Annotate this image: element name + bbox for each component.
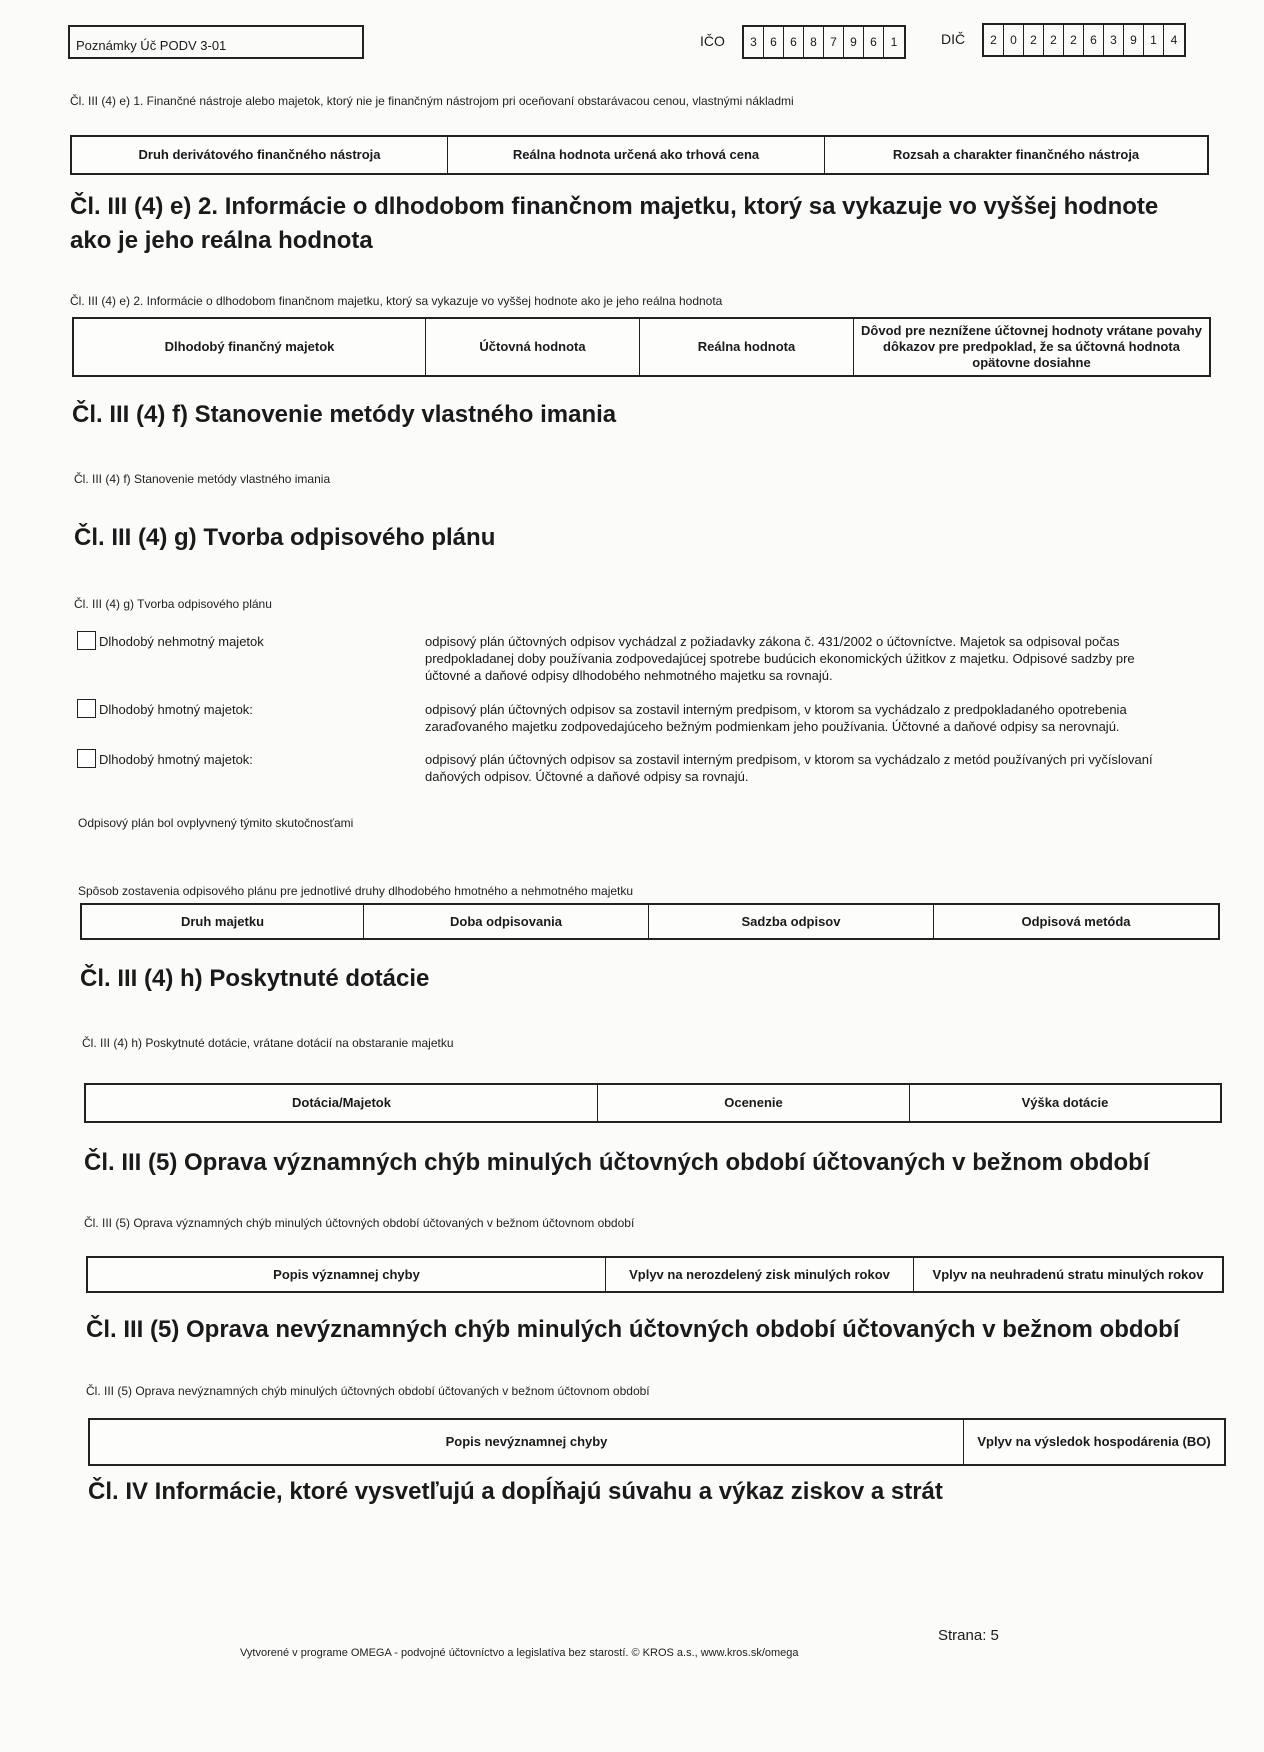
- dic-digit: 0: [1004, 25, 1024, 55]
- financial-assets-table-header: [72, 317, 1211, 377]
- ico-digit: 9: [844, 27, 864, 57]
- depreciation-description: odpisový plán účtovných odpisov vychádzal z požiadavky zákona č. 431/2002 o účtovníctve. Majetok sa odpisoval počas predpokladanej doby používania zodpovedajúcej spotrebe budúcich ekonomických úžitkov z majetku. Odpisové sadzby pre účtovné a daňové odpisy dlhodobého nehmotného majetku sa rovnajú.: [425, 634, 1135, 683]
- column-header: Sadzba odpisov: [649, 905, 934, 938]
- column-header: Druh derivátového finančného nástroja: [72, 137, 448, 173]
- checkbox-label: Dlhodobý hmotný majetok:: [99, 752, 253, 767]
- tangible-assets-checkbox[interactable]: [77, 699, 96, 718]
- ico-digit: 6: [864, 27, 884, 57]
- depreciation-table-header: [80, 903, 1220, 940]
- dic-digit: 1: [1144, 25, 1164, 55]
- column-header: Druh majetku: [82, 905, 364, 938]
- ico-digit: 7: [824, 27, 844, 57]
- column-header: Vplyv na neuhradenú stratu minulých rokov: [932, 1266, 1204, 1282]
- column-header: Odpisová metóda: [1021, 913, 1131, 929]
- dic-digit: 2: [1044, 25, 1064, 55]
- column-header: Popis nevýznamnej chyby: [90, 1420, 964, 1464]
- dic-digit: 2: [1024, 25, 1044, 55]
- column-header: Reálna hodnota určená ako trhová cena: [448, 137, 825, 173]
- section-heading: Čl. III (5) Oprava významných chýb minulých účtovných období účtovaných v bežnom období: [84, 1149, 1150, 1176]
- tangible-assets-tax-checkbox[interactable]: [77, 749, 96, 768]
- ico-digit: 3: [744, 27, 764, 57]
- influence-note: Odpisový plán bol ovplyvnený týmito skutočnosťami: [78, 816, 354, 830]
- column-header: Vplyv na nerozdelený zisk minulých rokov: [606, 1258, 914, 1291]
- section-subtitle: Čl. III (4) h) Poskytnuté dotácie, vrátane dotácií na obstaranie majetku: [82, 1036, 454, 1050]
- column-header: Ocenenie: [598, 1085, 910, 1121]
- section-subtitle: Čl. III (4) e) 1. Finančné nástroje alebo majetok, ktorý nie je finančným nástrojom pri oceňovaní obstarávacou cenou, vlastnými nákladmi: [70, 94, 794, 108]
- dic-digit: 2: [984, 25, 1004, 55]
- ico-digit: 8: [804, 27, 824, 57]
- intangible-assets-checkbox[interactable]: [77, 631, 96, 650]
- depreciation-row: [77, 631, 1177, 684]
- column-header: Účtovná hodnota: [426, 319, 640, 375]
- dic-digit: 9: [1124, 25, 1144, 55]
- form-name: Poznámky Úč PODV 3-01: [76, 38, 227, 53]
- depreciation-description: odpisový plán účtovných odpisov sa zostavil interným predpisom, v ktorom sa vychádzalo z predpokladaného opotrebenia zaraďovaného majetku zodpovedajúceho bežným podmienkam jeho používania. Účtovné a daňové odpisy sa nerovnajú.: [425, 702, 1127, 734]
- column-header: Dôvod pre neznížene účtovnej hodnoty vrátane povahy dôkazov pre predpoklad, že sa účtovná hodnota opätovne dosiahne: [861, 323, 1202, 370]
- method-note: Spôsob zostavenia odpisového plánu pre jednotlivé druhy dlhodobého hmotného a nehmotného majetku: [78, 884, 634, 898]
- subsidies-table-header: [84, 1083, 1222, 1123]
- footer-text: Vytvorené v programe OMEGA - podvojné účtovníctvo a legislatíva bez starostí. © KROS a.s., www.kros.sk/omega: [240, 1647, 799, 1659]
- section-subtitle: Čl. III (5) Oprava významných chýb minulých účtovných období účtovaných v bežnom účtovnom období: [84, 1216, 635, 1230]
- form-name-box: [68, 25, 364, 59]
- column-header: Doba odpisovania: [364, 905, 649, 938]
- derivatives-table-header: [70, 135, 1209, 175]
- dic-digits: [982, 23, 1186, 57]
- dic-digit: 2: [1064, 25, 1084, 55]
- column-header: Reálna hodnota: [640, 319, 854, 375]
- column-header: Rozsah a charakter finančného nástroja: [892, 147, 1140, 162]
- dic-digit: 3: [1104, 25, 1124, 55]
- ico-digit: 6: [784, 27, 804, 57]
- checkbox-label: Dlhodobý nehmotný majetok: [99, 634, 264, 649]
- section-heading: Čl. IV Informácie, ktoré vysvetľujú a dopĺňajú súvahu a výkaz ziskov a strát: [88, 1478, 943, 1505]
- section-subtitle: Čl. III (4) e) 2. Informácie o dlhodobom finančnom majetku, ktorý sa vykazuje vo vyššej hodnote ako je jeho reálna hodnota: [70, 294, 723, 308]
- page-number: Strana: 5: [938, 1627, 999, 1644]
- ico-digit: 6: [764, 27, 784, 57]
- column-header: Popis významnej chyby: [88, 1258, 606, 1291]
- section-heading: Čl. III (4) g) Tvorba odpisového plánu: [74, 524, 496, 551]
- ico-label: IČO: [700, 33, 725, 49]
- dic-digit: 4: [1170, 33, 1178, 47]
- ico-digits: [742, 25, 906, 59]
- minor-errors-table-header: [88, 1418, 1226, 1466]
- depreciation-row: [77, 699, 1177, 735]
- dic-label: DIČ: [941, 31, 966, 47]
- column-header: Výška dotácie: [1021, 1095, 1109, 1110]
- section-heading: Čl. III (4) f) Stanovenie metódy vlastného imania: [72, 401, 617, 428]
- ico-digit: 1: [890, 35, 898, 49]
- section-heading: Čl. III (4) e) 2. Informácie o dlhodobom finančnom majetku, ktorý sa vykazuje vo vyššej hodnote: [70, 193, 1159, 220]
- section-subtitle: Čl. III (5) Oprava nevýznamných chýb minulých účtovných období účtovaných v bežnom účtovnom období: [86, 1384, 650, 1398]
- depreciation-description: odpisový plán účtovných odpisov sa zostavil interným predpisom, v ktorom sa vychádzalo z metód používaných pri vyčíslovaní daňových odpisov. Účtovné a daňové odpisy sa rovnajú.: [425, 752, 1153, 784]
- depreciation-row: [77, 749, 1177, 785]
- dic-digit: 6: [1084, 25, 1104, 55]
- section-heading: Čl. III (4) h) Poskytnuté dotácie: [80, 965, 430, 992]
- significant-errors-table-header: [86, 1256, 1224, 1293]
- column-header: Vplyv na výsledok hospodárenia (BO): [977, 1434, 1211, 1449]
- section-heading: Čl. III (5) Oprava nevýznamných chýb minulých účtovných období účtovaných v bežnom období: [86, 1316, 1180, 1343]
- column-header: Dotácia/Majetok: [86, 1085, 598, 1121]
- section-subtitle: Čl. III (4) g) Tvorba odpisového plánu: [74, 597, 272, 611]
- section-heading-continued: ako je jeho reálna hodnota: [70, 227, 373, 254]
- checkbox-label: Dlhodobý hmotný majetok:: [99, 702, 253, 717]
- column-header: Dlhodobý finančný majetok: [74, 319, 426, 375]
- section-subtitle: Čl. III (4) f) Stanovenie metódy vlastného imania: [74, 472, 331, 486]
